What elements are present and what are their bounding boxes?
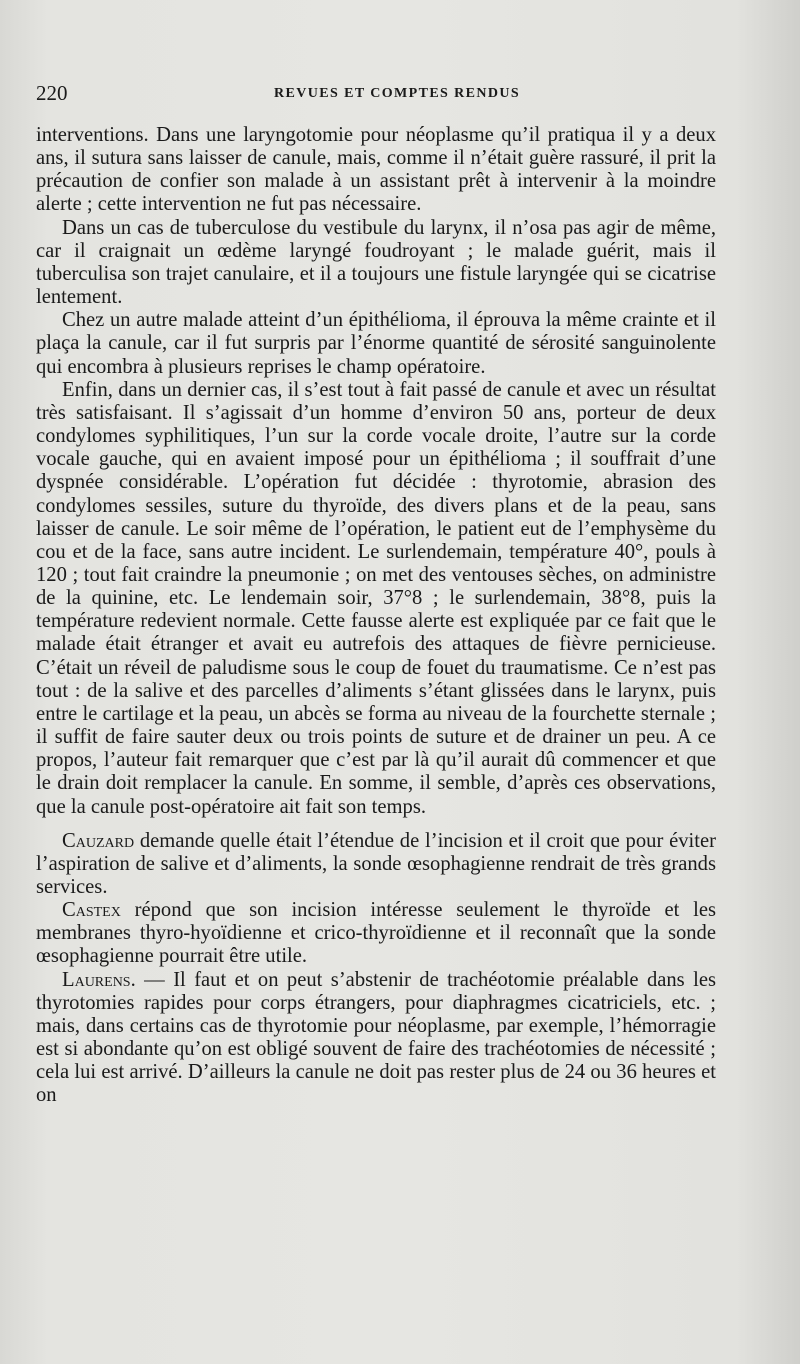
- paragraph-text: — Il faut et on peut s’abstenir de trachéotomie préalable dans les thyrotomies rapides pour corps étrangers, pour diaphragmes cicatriciels, etc. ; mais, dans certains cas de thyrotomie pour néoplasme, par exemple, l’hémorragie est si abondante qu’on est obligé souvent de faire des trachéotomies de nécessité ; cela lui est arrivé. D’ailleurs la canule ne doit pas rester plus de 24 ou 36 heures et on: [36, 968, 716, 1107]
- paragraph: [36, 899, 716, 968]
- paragraph: [36, 379, 716, 819]
- paragraph-text: Dans un cas de tuberculose du vestibule du larynx, il n’osa pas agir de même, car il craignait un œdème laryngé foudroyant ; le malade guérit, mais il tuberculisa son trajet canulaire, et il a toujours une fistule laryngée qui se cicatrise lentement.: [36, 216, 716, 309]
- body-text: [36, 124, 716, 1108]
- paragraph: [36, 309, 716, 378]
- paragraph: [36, 217, 716, 310]
- page-number: 220: [36, 81, 68, 105]
- speaker-name: Laurens.: [62, 968, 136, 991]
- paragraph: [36, 969, 716, 1108]
- paragraph-text: Enfin, dans un dernier cas, il s’est tout à fait passé de canule et avec un résultat très satisfaisant. Il s’agissait d’un homme d’environ 50 ans, porteur de deux condylomes syphilitiques, l’un sur la corde vocale droite, l’autre sur la corde vocale gauche, qui en avaient imposé pour un épithélioma ; il souffrait d’une dyspnée considérable. L’opération fut décidée : thyrotomie, abrasion des condylomes sessiles, suture du thyroïde, des divers plans et de la peau, sans laisser de canule. Le soir même de l’opération, le patient eut de l’emphysème du cou et de la face, sans autre incident. Le surlendemain, température 40°, pouls à 120 ; tout fait craindre la pneumonie ; on met des ventouses sèches, on administre de la quinine, etc. Le lendemain soir, 37°8 ; le surlendemain, 38°8, puis la température redevient normale. Cette fausse alerte est expliquée par ce fait que le malade était étranger et avait eu autrefois des attaques de fièvre pernicieuse. C’était un réveil de paludisme sous le coup de fouet du traumatisme. Ce n’est pas tout : de la salive et des parcelles d’aliments s’étant glissées dans le larynx, puis entre le cartilage et la peau, un abcès se forma au niveau de la fourchette sternale ; il suffit de faire sauter deux ou trois points de suture et de drainer un peu. A ce propos, l’auteur fait remarquer que c’est par là qu’il aurait dû commencer et que le drain doit remplacer la canule. En somme, il semble, d’après ces observations, que la canule post-opératoire ait fait son temps.: [36, 378, 716, 818]
- paragraph-text: demande quelle était l’étendue de l’incision et il croit que pour éviter l’aspiration de salive et d’aliments, la sonde œsophagienne rendrait de très grands services.: [36, 829, 716, 898]
- page-header: [36, 80, 726, 106]
- running-head: REVUES ET COMPTES RENDUS: [274, 86, 521, 101]
- paragraph-text: répond que son incision intéresse seulement le thyroïde et les membranes thyro-hyoïdienne et crico-thyroïdienne et il reconnaît que la sonde œsophagienne pourrait être utile.: [36, 899, 716, 968]
- paragraph: [36, 830, 716, 899]
- speaker-name: Cauzard: [62, 829, 135, 852]
- paragraph: [36, 124, 716, 217]
- paragraph-text: interventions. Dans une laryngotomie pour néoplasme qu’il pratiqua il y a deux ans, il sutura sans laisser de canule, mais, comme il n’était guère rassuré, il prit la précaution de confier son malade à un assistant prêt à intervenir à la moindre alerte ; cette intervention ne fut pas nécessaire.: [36, 124, 716, 216]
- paragraph-text: Chez un autre malade atteint d’un épithélioma, il éprouva la même crainte et il plaça la canule, car il fut surpris par l’énorme quantité de sérosité sanguinolente qui encombra à plusieurs reprises le champ opératoire.: [36, 309, 716, 378]
- speaker-name: Castex: [62, 899, 121, 922]
